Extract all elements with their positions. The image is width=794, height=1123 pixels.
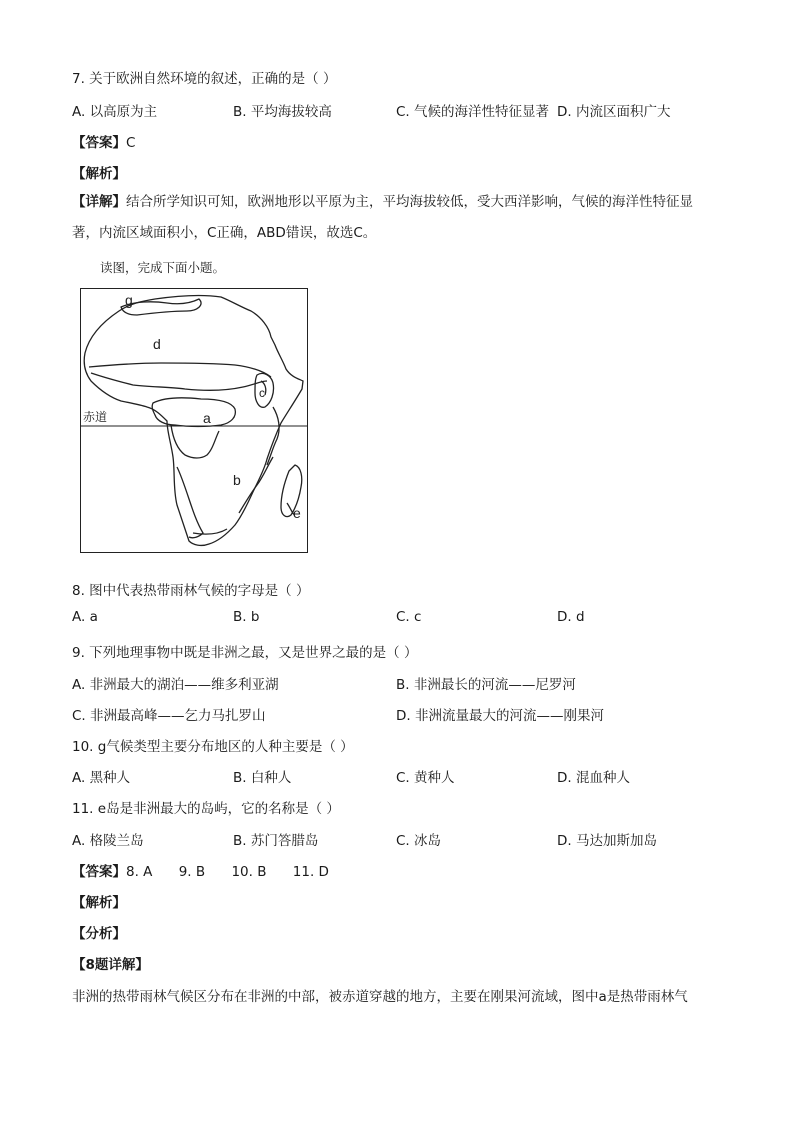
region-southwest-outline [177,467,203,538]
q7-analysis-tag: 【解析】 [72,166,126,182]
detail-line1: 结合所学知识可知，欧洲地形以平原为主，平均海拔较低，受大西洋影响，气候的海洋性特征显 [126,194,693,210]
q9-option-b: B. 非洲最长的河流——尼罗河 [396,677,576,693]
q8-option-d: D. d [557,609,585,625]
q7-detail [72,187,722,249]
q10-stem: 10. g气候类型主要分布地区的人种主要是（ ） [72,739,354,755]
q7-option-d: D. 内流区面积广大 [557,104,671,120]
africa-outline [84,296,303,546]
q11-option-a: A. 格陵兰岛 [72,833,144,849]
q9-option-a: A. 非洲最大的湖泊——维多利亚湖 [72,677,279,693]
detail-line2: 著，内流区域面积小，C正确，ABD错误，故选C。 [72,225,377,241]
region-g-outline [121,299,201,315]
africa-map [80,288,308,553]
label-b: b [233,472,241,488]
region-d-boundary [89,363,271,377]
label-g: g [125,292,133,308]
q11-option-b: B. 苏门答腊岛 [233,833,319,849]
q8-option-c: C. c [396,609,422,625]
answers-8-11 [72,860,329,880]
answer-item: 8. A [126,864,153,880]
q11-option-c: C. 冰岛 [396,833,442,849]
label-equator: 赤道 [83,410,108,424]
q10-option-d: D. 混血种人 [557,770,630,786]
q10-option-c: C. 黄种人 [396,770,455,786]
fenxi-tag: 【分析】 [72,926,126,942]
label-e: e [293,505,301,521]
q9-option-c: C. 非洲最高峰——乞力马扎罗山 [72,708,266,724]
q10-option-a: A. 黑种人 [72,770,131,786]
q10-option-b: B. 白种人 [233,770,292,786]
q11-option-d: D. 马达加斯加岛 [557,833,657,849]
analysis-tag: 【解析】 [72,895,126,911]
detail8-tag: 【8题详解】 [72,957,149,973]
q8-option-b: B. b [233,609,260,625]
detail8-text: 非洲的热带雨林气候区分布在非洲的中部，被赤道穿越的地方，主要在刚果河流域，图中a是热带雨林气 [72,989,688,1005]
answer-item: 9. B [178,864,206,880]
detail-tag: 【详解】 [72,194,126,210]
intro-caption: 读图，完成下面小题。 [100,260,226,275]
answer-item: 11. D [292,864,329,880]
label-c: c [259,386,265,400]
label-d: d [153,336,161,352]
answer-value: C [126,135,136,151]
q8-stem: 8. 图中代表热带雨林气候的字母是（ ） [72,583,310,599]
q7-answer [72,131,135,151]
label-a: a [203,410,211,426]
q8-option-a: A. a [72,609,98,625]
q7-option-c: C. 气候的海洋性特征显著 [396,104,550,120]
q7-option-b: B. 平均海拔较高 [233,104,332,120]
region-sahel-line [91,373,267,390]
q7-stem: 7. 关于欧洲自然环境的叙述，正确的是（ ） [72,71,337,87]
q9-stem: 9. 下列地理事物中既是非洲之最，又是世界之最的是（ ） [72,645,418,661]
answer-item: 10. B [231,864,267,880]
q9-option-d: D. 非洲流量最大的河流——刚果河 [396,708,604,724]
answer-tag: 【答案】 [72,135,126,151]
q11-stem: 11. e岛是非洲最大的岛屿，它的名称是（ ） [72,801,340,817]
answer-tag: 【答案】 [72,864,126,880]
q7-option-a: A. 以高原为主 [72,104,158,120]
region-a-outline [152,398,235,427]
